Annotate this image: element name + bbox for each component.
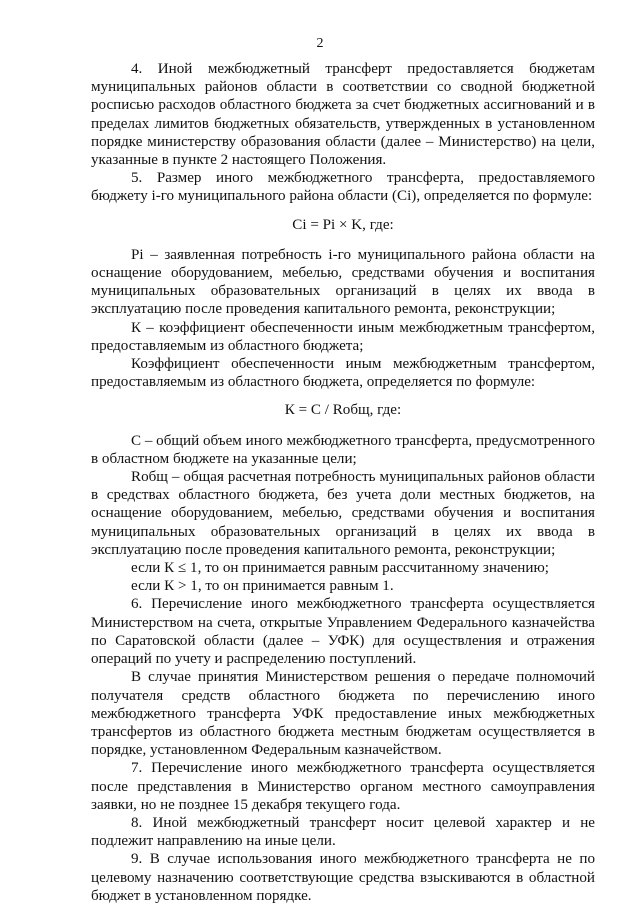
paragraph-4: 4. Иной межбюджетный трансферт предоставляется бюджетам муниципальных районов области в соответствии со сводной бюджетной росписью расходов областного бюджета за счет бюджетных ассигнований и в пределах лимитов бюджетных обязательств, утвержденных в установленном порядке министерству образования области (далее – Министерство) на цели, указанные в пункте 2 настоящего Положения. (91, 61, 595, 169)
paragraph-5: 5. Размер иного межбюджетного трансферта, предоставляемого бюджету i-го муниципального района области (Ci), определяется по формуле: (91, 170, 595, 205)
document-body (91, 60, 595, 905)
paragraph-8: 8. Иной межбюджетный трансферт носит целевой характер и не подлежит направлению на иные цели. (91, 814, 595, 850)
condition-k-le-1: если К ≤ 1, то он принимается равным рассчитанному значению; (131, 560, 549, 577)
formula-k: К = С / Rобщ, где: (284, 402, 402, 419)
condition-k-gt-1: если К > 1, то он принимается равным 1. (131, 578, 394, 595)
formula-ci: Ci = Pi × K, где: (292, 216, 394, 233)
definition-pi: Pi – заявленная потребность i-го муниципального района области на оснащение оборудованием, мебелью, средствами обучения и воспитания муниципальных образовательных организаций в целях их ввода в эксплуатацию после проведения капитального ремонта, реконструкции; (91, 246, 595, 318)
paragraph-9: 9. В случае использования иного межбюджетного трансферта не по целевому назначению соответствующие средства взыскиваются в областной бюджет в установленном порядке. (91, 851, 595, 904)
definition-c: С – общий объем иного межбюджетного трансферта, предусмотренного в областном бюджете на указанные цели; (91, 432, 595, 467)
definition-k: К – коэффициент обеспеченности иным межбюджетным трансфертом, предоставляемым из областного бюджета; (91, 319, 595, 354)
paragraph-7: 7. Перечисление иного межбюджетного трансферта осуществляется после представления в Министерство органом местного самоуправления заявки, но не позднее 15 декабря текущего года. (91, 760, 595, 813)
definition-r: Rобщ – общая расчетная потребность муниципальных районов области в средствах областного бюджета, без учета доли местных бюджетов, на оснащение оборудованием, мебелью, средствами обучения и воспитания муниципальных образовательных организаций в целях их ввода в эксплуатацию после проведения капитального ремонта, реконструкции; (91, 469, 595, 558)
paragraph-k-coefficient: Коэффициент обеспеченности иным межбюджетным трансфертом, предоставляемым из областного бюджета, определяется по формуле: (91, 356, 595, 391)
paragraph-6: 6. Перечисление иного межбюджетного трансферта осуществляется Министерством на счета, открытые Управлением Федерального казначейства по Саратовской области (далее – УФК) для осуществления и отражения операций по учету и распределению поступлений. (91, 596, 595, 668)
paragraph-6-continued: В случае принятия Министерством решения о передаче полномочий получателя средств областного бюджета по перечислению иного межбюджетного трансферта УФК предоставление иных межбюджетных трансфертов из областного бюджета местным бюджетам осуществляется в порядке, установленном Федеральным казначейством. (91, 669, 595, 759)
page-number: 2 (316, 36, 324, 51)
